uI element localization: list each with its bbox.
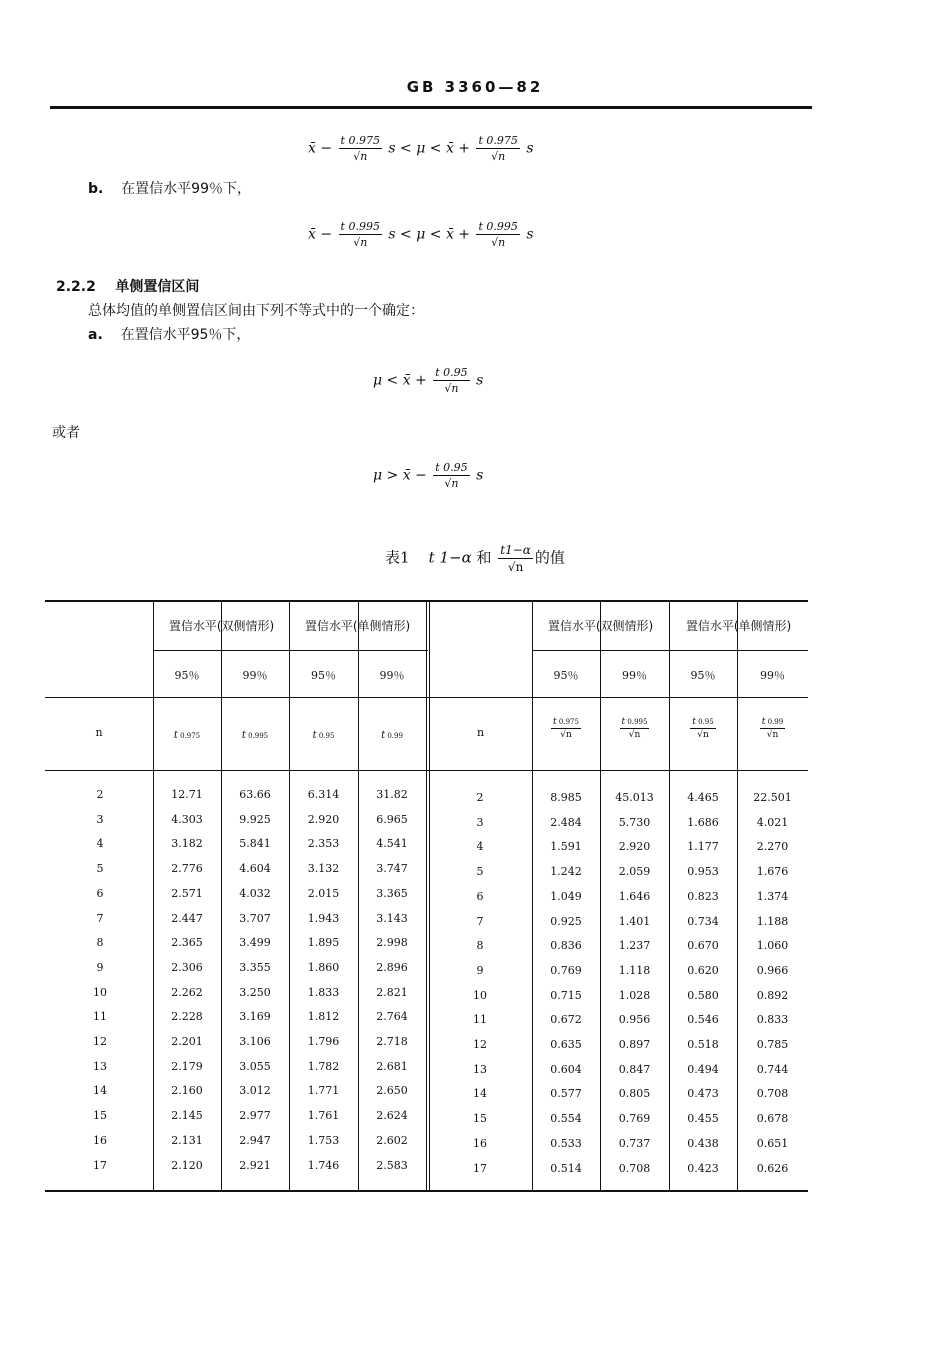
row-n-left: 5 [96, 862, 104, 876]
cell-left: 1.761 [307, 1109, 340, 1123]
cell-left: 2.977 [239, 1109, 271, 1123]
cell-right: 4.465 [687, 791, 719, 804]
row-n-right: 8 [476, 939, 484, 953]
cell-left: 3.143 [376, 911, 408, 925]
cell-right: 1.237 [618, 939, 651, 953]
cell-right: 0.744 [756, 1062, 789, 1076]
cell-right: 0.966 [756, 963, 789, 977]
row-n-right: 5 [476, 865, 484, 879]
cell-right: 0.626 [756, 1161, 789, 1175]
row-n-left: 13 [93, 1059, 107, 1073]
cell-left: 2.920 [307, 812, 340, 826]
cell-right: 0.651 [756, 1136, 789, 1150]
cell-right: 0.836 [550, 939, 582, 953]
cell-right: 2.920 [618, 840, 651, 854]
cell-right: 0.708 [618, 1161, 651, 1175]
cell-right: 1.118 [618, 963, 651, 977]
cell-left: 1.746 [307, 1158, 340, 1172]
cell-right: 0.554 [550, 1112, 582, 1126]
cell-left: 4.604 [239, 862, 271, 876]
row-n-right: 2 [476, 791, 484, 804]
cell-left: 3.055 [239, 1059, 271, 1073]
cell-left: 2.650 [376, 1084, 408, 1098]
cell-right: 0.805 [618, 1087, 651, 1101]
row-n-left: 10 [93, 985, 107, 999]
cell-left: 1.753 [307, 1133, 340, 1147]
row-n-left: 8 [96, 936, 104, 950]
cell-left: 3.132 [307, 862, 340, 876]
section-intro: 总体均值的单侧置信区间由下列不等式中的一个确定： [88, 303, 424, 319]
header-two-sided-right: 置信水平(双侧情形) [547, 619, 654, 633]
cell-left: 1.771 [307, 1084, 340, 1098]
t-over-sqrt-label-right-0: $\frac{t 0.975}{√n}$ [553, 717, 579, 740]
row-n-right: 15 [473, 1112, 487, 1126]
t-over-sqrt-label-right-3: $\frac{t 0.99}{√n}$ [761, 717, 784, 740]
cell-right: 0.678 [756, 1112, 789, 1126]
cell-right: 0.533 [550, 1136, 582, 1150]
cell-left: 2.998 [376, 936, 408, 950]
cell-right: 0.708 [756, 1087, 789, 1101]
cell-right: 0.438 [687, 1136, 719, 1150]
t-label-left-0: t 0.975 [173, 730, 201, 741]
cell-right: 0.620 [687, 963, 719, 977]
item-a: a. 在置信水平95％下， [88, 327, 251, 343]
cell-left: 2.718 [376, 1035, 408, 1048]
formula-one-sided-upper: μ < x̄ + $\frac{t 0.95}{√n}$ s [373, 366, 484, 395]
cell-left: 3.250 [239, 985, 271, 999]
cell-left: 1.812 [307, 1010, 340, 1024]
or-text: 或者 [52, 425, 80, 441]
cell-left: 3.499 [239, 936, 271, 950]
cell-left: 2.947 [239, 1133, 271, 1147]
cell-left: 2.821 [376, 985, 408, 999]
cell-left: 1.833 [307, 985, 340, 999]
row-n-left: 2 [96, 788, 104, 801]
cell-right: 1.188 [756, 914, 789, 928]
cell-right: 5.730 [618, 815, 651, 829]
row-n-right: 9 [476, 963, 484, 977]
formula-one-sided-lower: μ > x̄ − $\frac{t 0.95}{√n}$ s [373, 461, 484, 490]
cell-left: 2.201 [171, 1035, 203, 1048]
cell-right: 0.494 [687, 1062, 719, 1076]
cell-right: 1.646 [618, 889, 651, 903]
n-label-right: n [476, 726, 485, 739]
row-n-left: 16 [93, 1133, 107, 1147]
cell-right: 0.423 [687, 1161, 719, 1175]
row-n-right: 4 [476, 840, 484, 854]
cell-right: 0.670 [687, 939, 719, 953]
formula-two-sided-95: x̄ − $\frac{t 0.975}{√n}$ s < μ < x̄ + $\frac{t 0.975}{√n}$ s [308, 134, 534, 163]
cell-left: 1.860 [307, 960, 340, 974]
cell-right: 0.823 [687, 889, 719, 903]
cell-left: 6.314 [307, 788, 340, 801]
table-vline-mid-a [426, 600, 427, 1190]
cell-left: 1.895 [307, 936, 340, 950]
cell-right: 0.956 [618, 1013, 651, 1027]
cell-left: 2.571 [171, 886, 203, 900]
row-n-right: 3 [476, 815, 484, 829]
cell-right: 1.177 [687, 840, 719, 854]
cell-left: 3.012 [239, 1084, 271, 1098]
cell-right: 1.686 [687, 815, 719, 829]
t-label-left-3: t 0.99 [381, 730, 403, 741]
cell-left: 3.707 [239, 911, 271, 925]
cell-left: 5.841 [239, 837, 271, 851]
row-n-left: 17 [93, 1158, 107, 1172]
cell-right: 4.021 [756, 815, 789, 829]
cell-right: 1.028 [618, 988, 651, 1002]
pct-right-1: 99％ [622, 669, 647, 682]
cell-left: 6.965 [376, 812, 408, 826]
cell-left: 2.365 [171, 936, 203, 950]
cell-right: 1.374 [756, 889, 789, 903]
cell-right: 0.455 [687, 1112, 719, 1126]
cell-left: 2.681 [376, 1059, 408, 1073]
cell-left: 2.160 [171, 1084, 203, 1098]
cell-left: 12.71 [171, 788, 203, 801]
document-header: GB 3360—82 [406, 78, 544, 96]
cell-left: 2.145 [171, 1109, 203, 1123]
header-rule [50, 106, 812, 109]
row-n-right: 16 [473, 1136, 487, 1150]
cell-left: 31.82 [376, 788, 408, 801]
cell-left: 2.447 [171, 911, 203, 925]
cell-left: 3.182 [171, 837, 203, 851]
cell-right: 0.925 [550, 914, 582, 928]
row-n-right: 7 [476, 914, 484, 928]
cell-right: 22.501 [753, 791, 792, 804]
cell-right: 45.013 [615, 791, 654, 804]
row-n-left: 15 [93, 1109, 107, 1123]
cell-left: 1.796 [307, 1035, 340, 1048]
row-n-left: 11 [93, 1010, 107, 1024]
row-n-right: 6 [476, 889, 484, 903]
t-label-left-1: t 0.995 [241, 730, 269, 741]
cell-right: 0.715 [550, 988, 582, 1002]
cell-left: 2.776 [171, 862, 203, 876]
cell-right: 0.604 [550, 1062, 582, 1076]
cell-right: 2.270 [756, 840, 789, 854]
cell-right: 1.676 [756, 865, 789, 879]
table-rule-sub-right [532, 650, 808, 651]
t-over-sqrt-label-right-1: $\frac{t 0.995}{√n}$ [621, 717, 648, 740]
pct-left-0: 95％ [174, 669, 200, 682]
table-bottom-rule [45, 1190, 808, 1192]
cell-left: 2.353 [307, 837, 340, 851]
pct-left-3: 99％ [379, 669, 405, 682]
cell-right: 0.577 [550, 1087, 582, 1101]
row-n-left: 7 [96, 911, 104, 925]
row-n-left: 12 [93, 1035, 107, 1048]
row-n-right: 10 [473, 988, 487, 1002]
cell-right: 0.514 [550, 1161, 582, 1175]
row-n-left: 3 [96, 812, 104, 826]
header-two-sided-left: 置信水平(双侧情形) [168, 619, 275, 633]
cell-left: 2.262 [171, 985, 203, 999]
cell-left: 2.120 [171, 1158, 203, 1172]
cell-left: 2.921 [239, 1158, 271, 1172]
formula-two-sided-99: x̄ − $\frac{t 0.995}{√n}$ s < μ < x̄ + $\frac{t 0.995}{√n}$ s [308, 220, 534, 249]
cell-left: 2.896 [376, 960, 408, 974]
cell-right: 0.473 [687, 1087, 719, 1101]
cell-left: 1.782 [307, 1059, 340, 1073]
cell-left: 2.131 [171, 1133, 203, 1147]
cell-left: 4.303 [171, 812, 203, 826]
cell-right: 8.985 [550, 791, 582, 804]
cell-right: 2.059 [618, 865, 651, 879]
cell-left: 2.015 [307, 886, 340, 900]
cell-left: 2.228 [171, 1010, 203, 1024]
cell-left: 3.365 [376, 886, 408, 900]
row-n-right: 11 [473, 1013, 487, 1027]
n-label-left: n [95, 726, 103, 739]
cell-right: 0.953 [687, 865, 719, 879]
cell-right: 1.060 [756, 939, 789, 953]
cell-left: 2.624 [376, 1109, 408, 1123]
cell-left: 4.541 [376, 837, 408, 851]
cell-left: 2.602 [376, 1133, 408, 1147]
cell-left: 1.943 [307, 911, 340, 925]
cell-left: 3.355 [239, 960, 271, 974]
section-heading: 2.2.2 单侧置信区间 [56, 279, 200, 295]
cell-left: 2.306 [171, 960, 203, 974]
cell-right: 0.737 [618, 1136, 651, 1150]
cell-right: 1.049 [550, 889, 582, 903]
cell-left: 2.583 [376, 1158, 408, 1172]
cell-right: 0.785 [756, 1038, 789, 1051]
pct-right-2: 95％ [690, 669, 716, 682]
row-n-left: 4 [96, 837, 104, 851]
pct-right-0: 95％ [553, 669, 579, 682]
t-value-table [45, 600, 808, 1195]
pct-right-3: 99％ [760, 669, 785, 682]
cell-right: 0.518 [687, 1038, 719, 1051]
cell-left: 4.032 [239, 886, 271, 900]
row-n-left: 6 [96, 886, 104, 900]
row-n-right: 17 [473, 1161, 487, 1175]
cell-right: 1.591 [550, 840, 582, 854]
t-label-left-2: t 0.95 [312, 730, 335, 741]
cell-left: 2.764 [376, 1010, 408, 1024]
cell-left: 63.66 [239, 788, 271, 801]
cell-right: 0.580 [687, 988, 719, 1002]
cell-right: 0.897 [618, 1038, 651, 1051]
pct-left-2: 95％ [311, 669, 336, 682]
row-n-right: 13 [473, 1062, 487, 1076]
cell-right: 2.484 [550, 815, 582, 829]
cell-right: 0.892 [756, 988, 789, 1002]
cell-right: 0.847 [618, 1062, 651, 1076]
cell-right: 0.635 [550, 1038, 582, 1051]
cell-right: 0.734 [687, 914, 719, 928]
cell-right: 0.833 [756, 1013, 789, 1027]
row-n-left: 14 [93, 1084, 107, 1098]
row-n-right: 14 [473, 1087, 487, 1101]
cell-right: 0.769 [550, 963, 582, 977]
cell-right: 0.546 [687, 1013, 719, 1027]
pct-left-1: 99％ [242, 669, 268, 682]
cell-right: 0.769 [618, 1112, 651, 1126]
cell-right: 1.401 [618, 914, 651, 928]
table-vline-mid-b [429, 600, 430, 1190]
t-over-sqrt-label-right-2: $\frac{t 0.95}{√n}$ [692, 717, 714, 740]
cell-left: 3.106 [239, 1035, 271, 1048]
header-one-sided-left: 置信水平(单侧情形) [304, 619, 411, 633]
row-n-right: 12 [473, 1038, 487, 1051]
header-one-sided-right: 置信水平(单侧情形) [685, 619, 792, 633]
table-rule-sub-left [153, 650, 428, 651]
cell-right: 1.242 [550, 865, 582, 879]
item-b: b. 在置信水平99％下， [88, 181, 251, 197]
cell-right: 0.672 [550, 1013, 582, 1027]
cell-left: 3.747 [376, 862, 408, 876]
table-caption: 表1 t 1−α 和 $\frac{t1-\alpha}{√n}$ 的值 [385, 543, 565, 574]
cell-left: 2.179 [171, 1059, 203, 1073]
row-n-left: 9 [96, 960, 104, 974]
cell-left: 3.169 [239, 1010, 271, 1024]
cell-left: 9.925 [239, 812, 271, 826]
